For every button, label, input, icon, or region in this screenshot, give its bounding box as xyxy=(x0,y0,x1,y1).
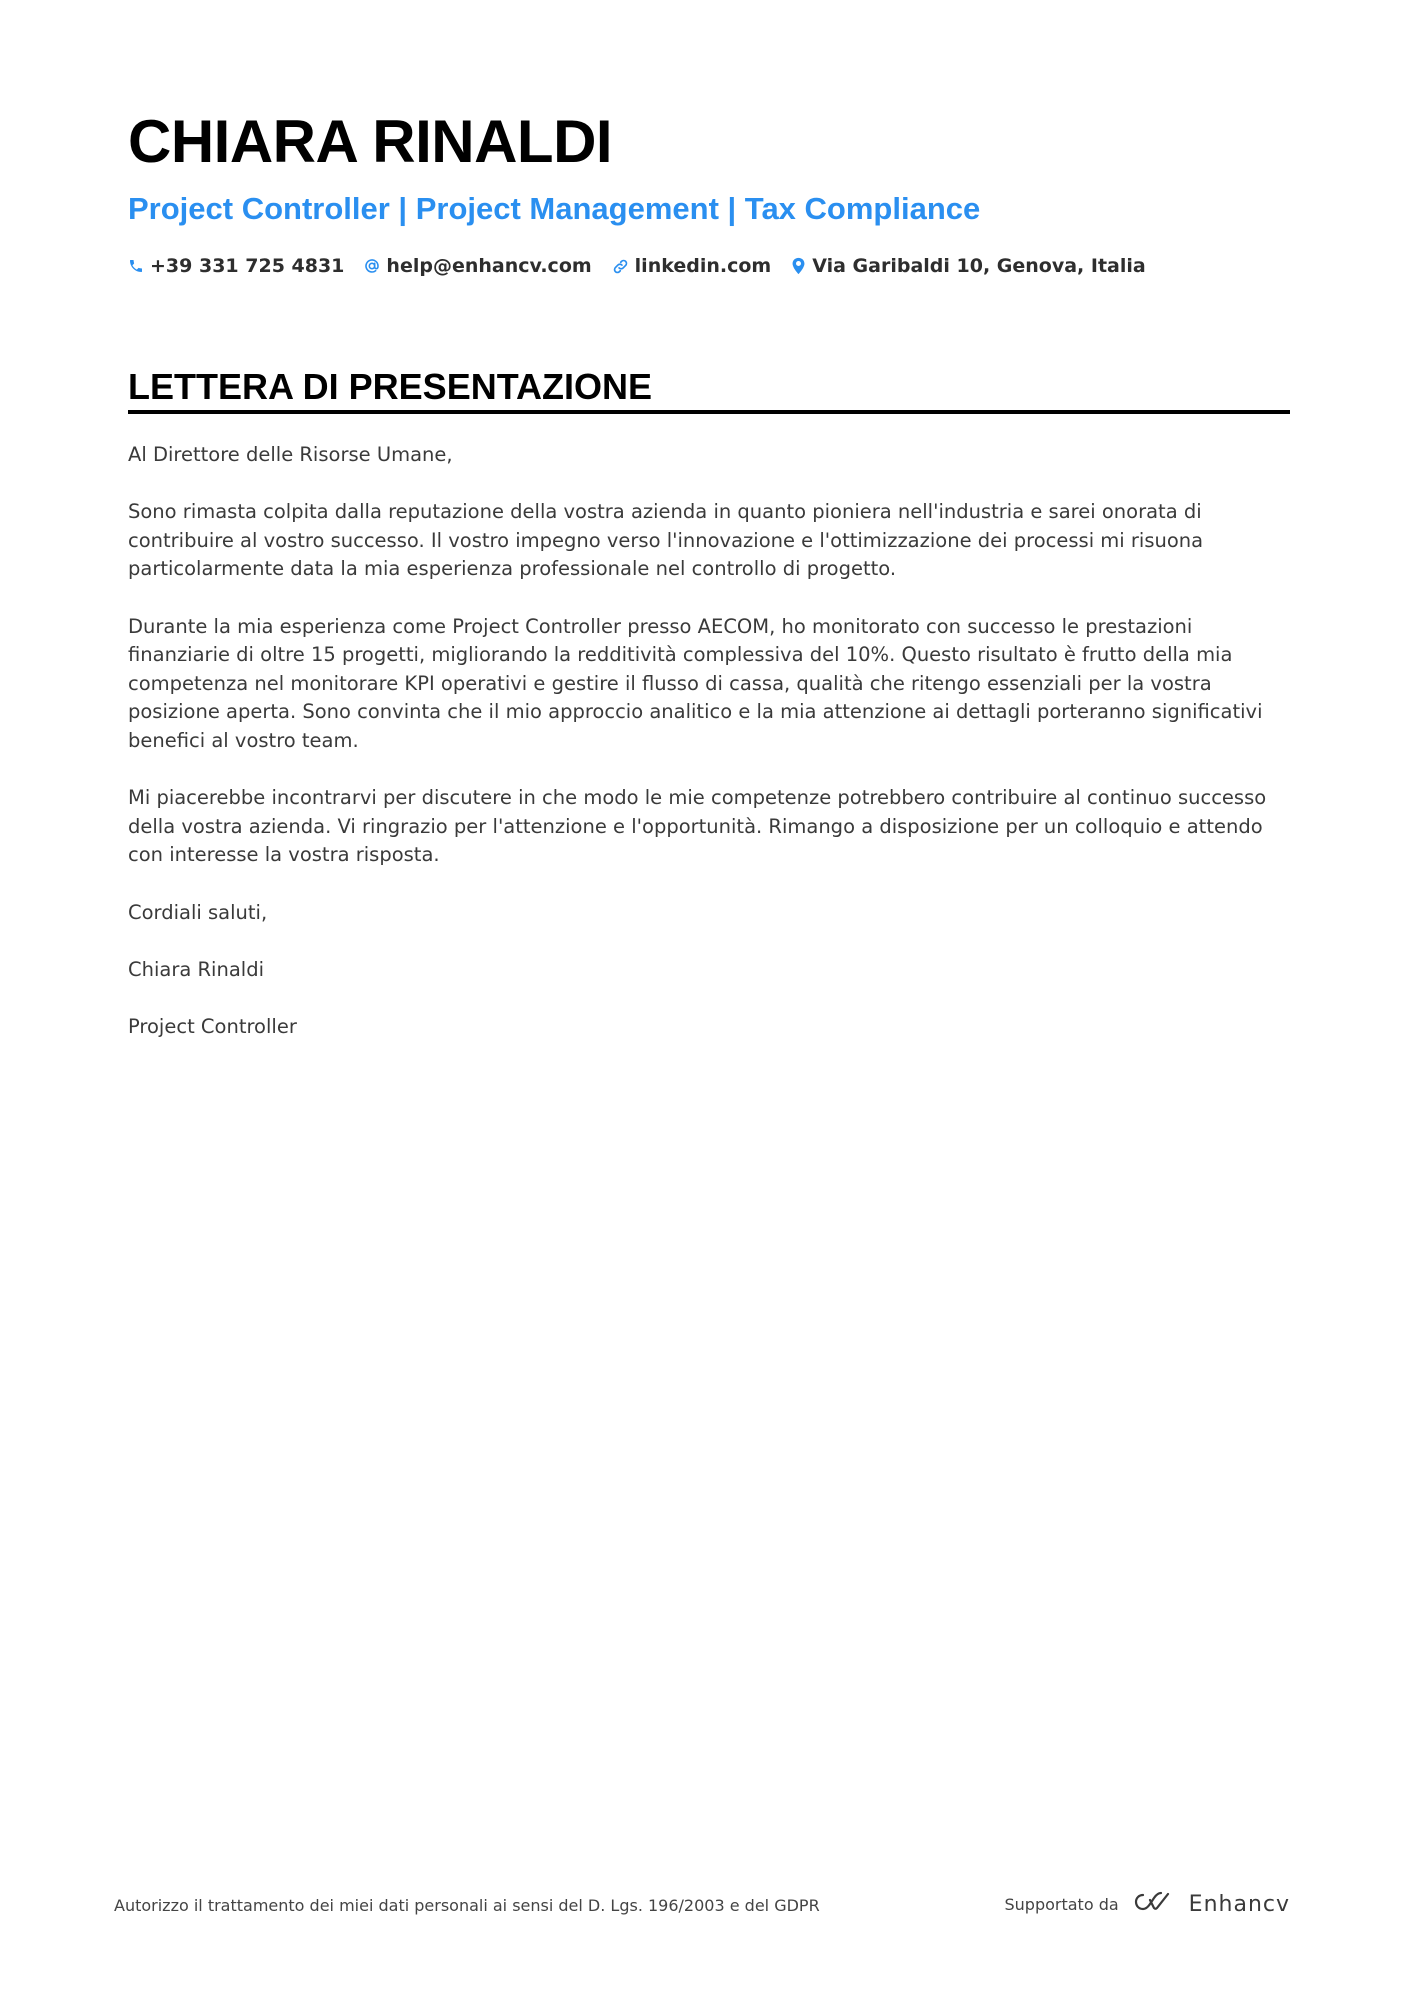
contact-phone[interactable] xyxy=(128,255,344,277)
brand-name: Enhancv xyxy=(1188,1892,1290,1917)
candidate-name: CHIARA RINALDI xyxy=(128,108,613,175)
contact-address-text: Via Garibaldi 10, Genova, Italia xyxy=(812,255,1146,277)
signature-name: Chiara Rinaldi xyxy=(128,957,264,981)
candidate-headline: Project Controller | Project Management | Tax Compliance xyxy=(128,191,981,226)
letter-closing: Cordiali saluti, xyxy=(128,900,268,924)
contact-linkedin-text: linkedin.com xyxy=(634,255,772,277)
letter-paragraph: Sono rimasta colpita dalla reputazione della vostra azienda in quanto pioniera nell'industria e sarei onorata di contribuire al vostro successo. Il vostro impegno verso l'innovazione e l'ottimizzazione dei processi mi risuona particolarmente data la mia esperienza professionale nel controllo di progetto. xyxy=(128,500,1204,581)
contact-email-text: help@enhancv.com xyxy=(386,255,592,277)
contact-linkedin[interactable] xyxy=(612,255,772,277)
letter-body xyxy=(128,441,1290,1070)
signature-title: Project Controller xyxy=(128,1014,297,1038)
powered-by-label: Supportato da xyxy=(1004,1895,1119,1914)
contact-email[interactable] xyxy=(364,255,591,277)
contact-bar xyxy=(128,255,1146,277)
letter-salutation: Al Direttore delle Risorse Umane, xyxy=(128,443,453,466)
link-icon xyxy=(612,258,629,275)
phone-icon xyxy=(128,258,144,274)
location-pin-icon xyxy=(791,257,806,275)
enhancv-logo-icon xyxy=(1131,1890,1177,1919)
section-title: LETTERA DI PRESENTAZIONE xyxy=(128,366,653,407)
contact-address xyxy=(791,255,1145,277)
powered-by[interactable] xyxy=(1005,1890,1291,1919)
at-icon xyxy=(364,258,380,274)
letter-paragraph: Durante la mia esperienza come Project Controller presso AECOM, ho monitorato con successo le prestazioni finanziarie di oltre 15 progetti, migliorando la redditività complessiva del 10%. Questo risultato è frutto della mia competenza nel monitorare KPI operativi e gestire il flusso di cassa, qualità che ritengo essenziali per la vostra posizione aperta. Sono convinta che il mio approccio analitico e la mia attenzione ai dettagli porteranno significativi benefici al vostro team. xyxy=(128,614,1263,752)
privacy-consent: Autorizzo il trattamento dei miei dati personali ai sensi del D. Lgs. 196/2003 e del GDPR xyxy=(114,1896,820,1915)
contact-phone-text: +39 331 725 4831 xyxy=(150,255,345,277)
letter-paragraph: Mi piacerebbe incontrarvi per discutere in che modo le mie competenze potrebbero contribuire al continuo successo della vostra azienda. Vi ringrazio per l'attenzione e l'opportunità. Rimango a disposizione per un colloquio e attendo con interesse la vostra risposta. xyxy=(128,786,1267,867)
section-divider xyxy=(128,410,1290,414)
